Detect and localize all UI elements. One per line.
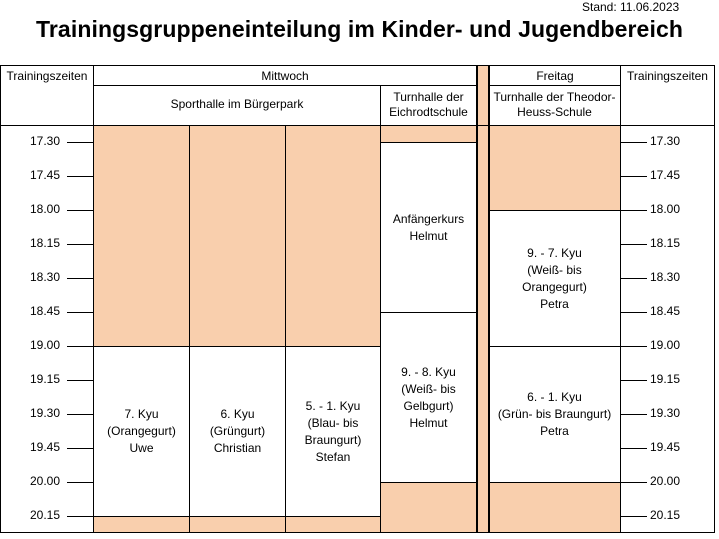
time-label-left: 18.30 [30, 270, 61, 284]
time-tick-left [67, 380, 93, 381]
time-tick-left [67, 244, 93, 245]
block-mi-eichrodt-1730 [381, 125, 476, 142]
grid-line [489, 85, 620, 86]
time-tick-right [621, 346, 647, 347]
group-line: Petra [540, 424, 569, 438]
group-line: (Grün- bis Braungurt) [497, 407, 612, 421]
group-line: 9. - 7. Kyu [527, 245, 582, 260]
time-tick-left [67, 346, 93, 347]
group-line: 6. - 1. Kyu [527, 390, 582, 404]
time-label-right: 19.30 [650, 406, 681, 420]
time-label-right: 17.45 [650, 168, 681, 182]
group-line: Uwe [129, 441, 154, 455]
time-tick-left [67, 142, 93, 143]
group-line: (Blau- bis [307, 415, 359, 430]
time-tick-right [621, 414, 647, 415]
block-fr-ab-20 [489, 482, 620, 532]
header-freitag: Freitag [536, 69, 574, 83]
group-line: Helmut [409, 415, 448, 430]
group-line: 6. Kyu [220, 407, 255, 421]
group-line: Christian [213, 441, 262, 455]
time-label-right: 18.30 [650, 270, 681, 284]
grid-line [381, 482, 476, 483]
block-mi-sporthalle-ab-2015 [93, 516, 381, 532]
group-line: Stefan [315, 449, 351, 464]
time-label-right: 19.45 [650, 440, 681, 454]
grid-line [620, 65, 621, 533]
group-line: Helmut [409, 228, 448, 243]
time-tick-right [621, 312, 647, 313]
time-label-left: 20.15 [30, 508, 61, 522]
header-sporthalle: Sporthalle im Bürgerpark [170, 97, 304, 111]
time-label-left: 19.45 [30, 440, 61, 454]
grid-line [0, 125, 715, 126]
time-label-right: 18.45 [650, 304, 681, 318]
group-line: 9. - 8. Kyu [401, 364, 456, 379]
grid-line [0, 65, 715, 66]
grid-line [714, 65, 715, 533]
group-anfaengerkurs [381, 143, 476, 312]
group-line: Anfängerkurs [392, 211, 465, 226]
time-label-right: 18.00 [650, 202, 681, 216]
header-eichrodt-line1: Turnhalle der [393, 90, 464, 104]
time-label-left: 19.00 [30, 338, 61, 352]
header-trainingszeiten-right: Trainingszeiten [627, 69, 708, 83]
time-label-left: 18.15 [30, 236, 61, 250]
group-gruen-braungurt [489, 347, 620, 482]
time-tick-left [67, 414, 93, 415]
time-label-left: 18.45 [30, 304, 61, 318]
group-line: Petra [540, 296, 569, 311]
time-label-left: 19.30 [30, 406, 61, 420]
page-title: Trainingsgruppeneinteilung im Kinder- und Jugendbereich [36, 16, 683, 42]
time-label-left: 19.15 [30, 372, 61, 386]
block-mi-eichrodt-ab-20 [381, 482, 476, 532]
group-line: Braungurt) [304, 432, 362, 447]
time-tick-left [67, 278, 93, 279]
time-label-right: 18.15 [650, 236, 681, 250]
group-weiss-orangegurt [489, 211, 620, 346]
time-tick-right [621, 244, 647, 245]
header-heuss [489, 90, 620, 120]
group-line: 7. Kyu [124, 407, 159, 421]
time-tick-left [67, 448, 93, 449]
separator-column [478, 66, 488, 532]
time-tick-left [67, 516, 93, 517]
grid-line [0, 65, 1, 533]
time-tick-right [621, 278, 647, 279]
header-eichrodt-line2: Eichrodtschule [389, 105, 468, 119]
group-line: Orangegurt) [522, 279, 587, 294]
header-heuss-line1: Turnhalle der Theodor- [493, 90, 616, 104]
block-mi-sporthalle-vor-19 [93, 125, 381, 346]
grid-line [93, 516, 381, 517]
group-line: 5. - 1. Kyu [305, 398, 361, 413]
header-trainingszeiten-left: Trainingszeiten [6, 69, 88, 83]
group-weiss-gelbgurt [381, 313, 476, 482]
group-line: (Orangegurt) [107, 424, 176, 438]
header-mittwoch: Mittwoch [261, 69, 309, 83]
time-tick-left [67, 312, 93, 313]
time-tick-right [621, 176, 647, 177]
grid-line [489, 482, 620, 483]
grid-line [0, 532, 715, 533]
grid-line [476, 65, 478, 533]
group-orangegurt [94, 347, 189, 516]
time-label-left: 17.30 [30, 134, 61, 148]
time-label-left: 17.45 [30, 168, 61, 182]
time-label-right: 20.15 [650, 508, 681, 522]
time-tick-right [621, 210, 647, 211]
header-heuss-line2: Heuss-Schule [517, 105, 592, 119]
time-tick-right [621, 516, 647, 517]
time-label-right: 19.15 [650, 372, 681, 386]
time-label-right: 17.30 [650, 134, 681, 148]
block-fr-vor-18 [489, 125, 620, 210]
time-tick-left [67, 176, 93, 177]
time-tick-right [621, 142, 647, 143]
time-label-right: 19.00 [650, 338, 681, 352]
group-line: (Weiß- bis [527, 262, 582, 277]
time-tick-right [621, 482, 647, 483]
group-line: (Grüngurt) [209, 424, 266, 438]
time-label-left: 18.00 [30, 202, 61, 216]
group-gruengurt [190, 347, 285, 516]
group-line: Gelbgurt) [403, 398, 454, 413]
stand-date: Stand: 11.06.2023 [582, 0, 680, 14]
time-tick-left [67, 482, 93, 483]
time-tick-right [621, 448, 647, 449]
header-eichrodt [381, 90, 476, 120]
grid-line [93, 85, 476, 86]
time-label-left: 20.00 [30, 474, 61, 488]
time-label-right: 20.00 [650, 474, 681, 488]
time-tick-right [621, 380, 647, 381]
group-line: (Weiß- bis [401, 381, 456, 396]
time-tick-left [67, 210, 93, 211]
group-blau-braungurt [286, 347, 380, 516]
